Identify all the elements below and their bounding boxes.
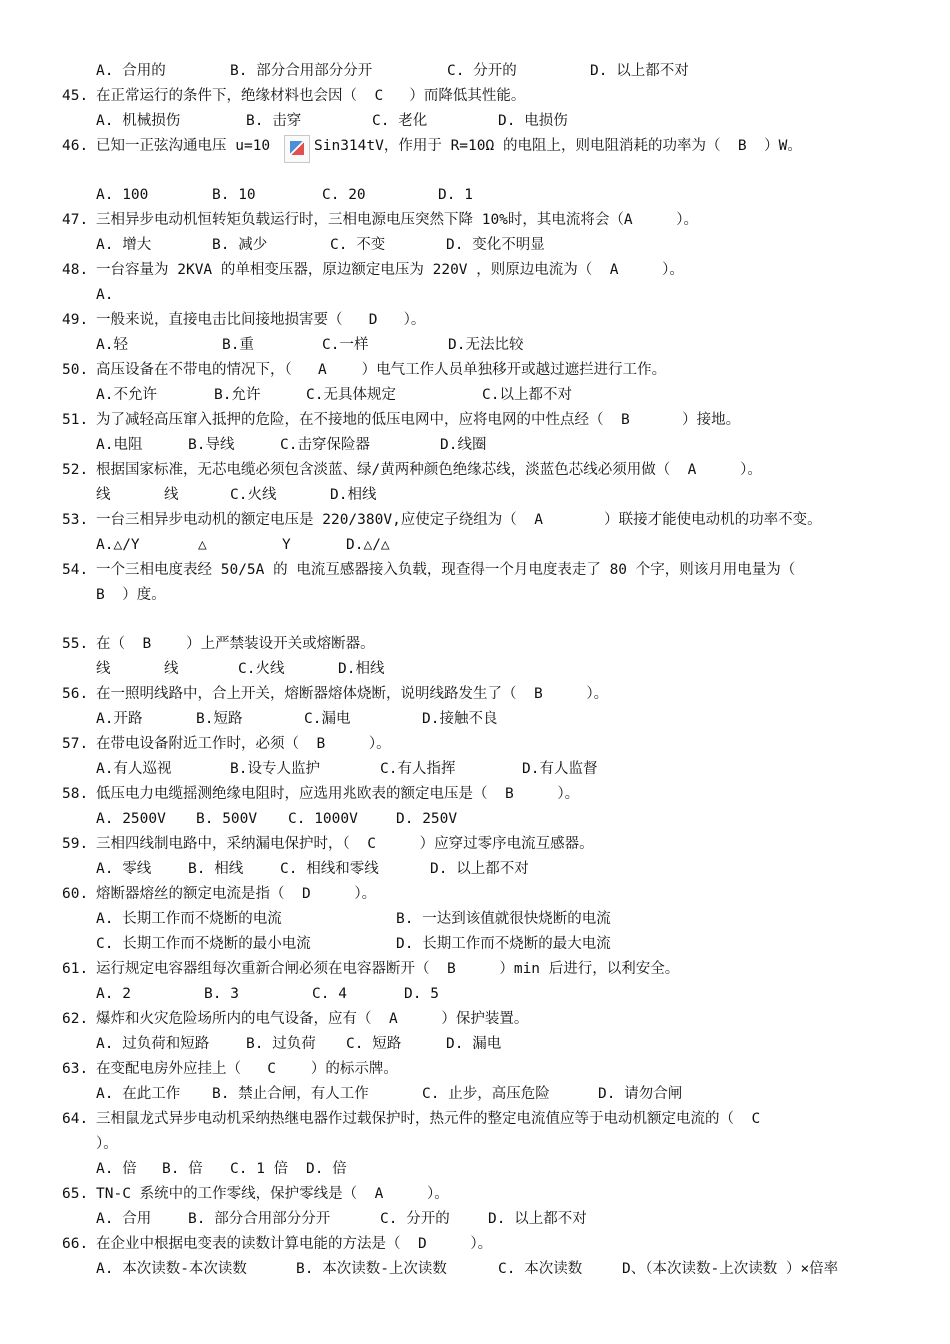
answer-option: C.火线 [230, 487, 277, 503]
question-text: 高压设备在不带电的情况下，（ A ）电气工作人员单独移开或越过遮拦进行工作。 [96, 362, 667, 378]
question-number: 63. [62, 1061, 89, 1077]
answer-option: A. [96, 287, 114, 303]
answer-option: A.△/Y [96, 537, 140, 553]
question-number: 45. [62, 88, 89, 104]
answer-option: C.有人指挥 [380, 761, 456, 777]
answer-option: 线 [164, 661, 179, 677]
answer-option: D. 250V [396, 811, 458, 827]
question-text: 根据国家标准，无芯电缆必须包含淡蓝、绿/黄两种颜色绝缘芯线，淡蓝色芯线必须用做（ A ）。 [96, 462, 762, 478]
question-text: 三相四线制电路中，采纳漏电保护时，（ C ）应穿过零序电流互感器。 [96, 836, 594, 852]
answer-option: C. 老化 [372, 113, 428, 129]
question-number: 58. [62, 786, 89, 802]
answer-option: A.轻 [96, 337, 128, 353]
question-text: 在企业中根据电变表的读数计算电能的方法是（ D ）。 [96, 1236, 493, 1252]
question-number: 60. [62, 886, 89, 902]
answer-option: D. 请勿合闸 [598, 1086, 683, 1102]
question-number: 49. [62, 312, 89, 328]
answer-option: D、（本次读数-上次读数 ）×倍率 [622, 1261, 839, 1277]
answer-option: A. 在此工作 [96, 1086, 181, 1102]
question-text: 一台三相异步电动机的额定电压是 220/380V,应使定子绕组为（ A ）联接才能使电动机的功率不变。 [96, 512, 822, 528]
answer-option: B.短路 [196, 711, 243, 727]
answer-option: C.无具体规定 [306, 387, 396, 403]
answer-option: D. 以上都不对 [430, 861, 529, 877]
answer-option: D.相线 [330, 487, 377, 503]
question-text: Sin314tV，作用于 R=10Ω 的电阻上，则电阻消耗的功率为（ B ）W。 [314, 138, 802, 154]
question-number: 53. [62, 512, 89, 528]
answer-option: C. 分开的 [447, 63, 517, 79]
answer-option: D.无法比较 [448, 337, 524, 353]
answer-option: B. 3 [204, 986, 239, 1002]
answer-option: C. 1000V [288, 811, 358, 827]
question-number: 54. [62, 562, 89, 578]
question-number: 50. [62, 362, 89, 378]
answer-option: D.线圈 [440, 437, 487, 453]
answer-option: D. 以上都不对 [590, 63, 689, 79]
answer-option: D. 变化不明显 [446, 237, 545, 253]
answer-option: C. 20 [322, 187, 366, 203]
question-text: 在带电设备附近工作时，必须（ B ）。 [96, 736, 391, 752]
answer-option: C. 本次读数 [498, 1261, 583, 1277]
answer-option: A.有人巡视 [96, 761, 172, 777]
answer-option: D. 电损伤 [498, 113, 568, 129]
question-number: 61. [62, 961, 89, 977]
answer-option: B. 部分合用部分分开 [230, 63, 373, 79]
question-text: 一般来说，直接电击比间接地损害要（ D ）。 [96, 312, 426, 328]
answer-option: A. 长期工作而不烧断的电流 [96, 911, 282, 927]
answer-option: A. 合用的 [96, 63, 166, 79]
answer-option: A.开路 [96, 711, 143, 727]
answer-option: A.电阻 [96, 437, 143, 453]
question-text: 低压电力电缆摇测绝缘电阻时，应选用兆欧表的额定电压是（ B ）。 [96, 786, 580, 802]
answer-option: C. 4 [312, 986, 347, 1002]
question-number: 66. [62, 1236, 89, 1252]
answer-option: A. 机械损伤 [96, 113, 181, 129]
answer-option: 线 [96, 661, 111, 677]
question-number: 55. [62, 636, 89, 652]
answer-option: C.一样 [322, 337, 369, 353]
answer-option: B. 禁止合闸，有人工作 [212, 1086, 369, 1102]
question-number: 62. [62, 1011, 89, 1027]
answer-option: C. 长期工作而不烧断的最小电流 [96, 936, 311, 952]
answer-option: D. 5 [404, 986, 439, 1002]
answer-option: D. 长期工作而不烧断的最大电流 [396, 936, 611, 952]
question-text-continued: ）。 [96, 1136, 118, 1152]
answer-option: C. 短路 [346, 1036, 402, 1052]
answer-option: C. 不变 [330, 237, 386, 253]
answer-option: C.火线 [238, 661, 285, 677]
question-text-continued: B ）度。 [96, 587, 166, 603]
answer-option: B.设专人监护 [230, 761, 320, 777]
answer-option: B. 倍 [162, 1161, 203, 1177]
question-number: 57. [62, 736, 89, 752]
question-text: 运行规定电容器组每次重新合闸必须在电容器断开（ B ）min 后进行，以利安全。 [96, 961, 680, 977]
answer-option: D. 1 [438, 187, 473, 203]
question-number: 65. [62, 1186, 89, 1202]
answer-option: A.不允许 [96, 387, 157, 403]
answer-option: C.漏电 [304, 711, 351, 727]
answer-option: A. 倍 [96, 1161, 137, 1177]
question-number: 59. [62, 836, 89, 852]
question-text: 在一照明线路中，合上开关，熔断器熔体烧断，说明线路发生了（ B ）。 [96, 686, 609, 702]
answer-option: D.△/△ [346, 537, 390, 553]
answer-option: A. 本次读数-本次读数 [96, 1261, 247, 1277]
answer-option: B. 相线 [188, 861, 244, 877]
question-text: 已知一正弦沟通电压 u=10 [96, 138, 271, 154]
answer-option: A. 增大 [96, 237, 152, 253]
answer-option: D. 以上都不对 [488, 1211, 587, 1227]
answer-option: B. 一达到该值就很快烧断的电流 [396, 911, 611, 927]
answer-option: A. 2 [96, 986, 131, 1002]
answer-option: △ [198, 537, 207, 553]
question-text: 一个三相电度表经 50/5A 的 电流互感器接入负载，现查得一个月电度表走了 80 个字，则该月用电量为（ [96, 562, 796, 578]
answer-option: B. 本次读数-上次读数 [296, 1261, 447, 1277]
question-text: 为了减轻高压窜入抵押的危险，在不接地的低压电网中，应将电网的中性点经（ B ）接地。 [96, 412, 741, 428]
answer-option: A. 100 [96, 187, 149, 203]
answer-option: B. 减少 [212, 237, 268, 253]
question-text: 在变配电房外应挂上（ C ）的标示牌。 [96, 1061, 398, 1077]
answer-option: B. 10 [212, 187, 256, 203]
answer-option: D. 漏电 [446, 1036, 502, 1052]
answer-option: B. 击穿 [246, 113, 302, 129]
answer-option: C.以上都不对 [482, 387, 572, 403]
answer-option: D.相线 [338, 661, 385, 677]
question-text: 一台容量为 2KVA 的单相变压器，原边额定电压为 220V ，则原边电流为（ A ）。 [96, 262, 684, 278]
answer-option: Y [282, 537, 291, 553]
answer-option: B. 500V [196, 811, 258, 827]
answer-option: A. 合用 [96, 1211, 152, 1227]
question-text: TN-C 系统中的工作零线，保护零线是（ A ）。 [96, 1186, 449, 1202]
question-number: 56. [62, 686, 89, 702]
question-number: 64. [62, 1111, 89, 1127]
question-text: 在正常运行的条件下，绝缘材料也会因（ C ）而降低其性能。 [96, 88, 526, 104]
question-number: 52. [62, 462, 89, 478]
answer-option: C. 1 倍 [230, 1161, 289, 1177]
answer-option: C. 相线和零线 [280, 861, 379, 877]
question-number: 47. [62, 212, 89, 228]
question-number: 48. [62, 262, 89, 278]
answer-option: C. 分开的 [380, 1211, 450, 1227]
broken-image-icon [284, 135, 310, 163]
answer-option: 线 [96, 487, 111, 503]
question-text: 三相鼠龙式异步电动机采纳热继电器作过载保护时，热元件的整定电流值应等于电动机额定电流的（ C [96, 1111, 761, 1127]
question-text: 熔断器熔丝的额定电流是指（ D ）。 [96, 886, 377, 902]
answer-option: A. 零线 [96, 861, 152, 877]
answer-option: C.击穿保险器 [280, 437, 370, 453]
answer-option: D. 倍 [306, 1161, 347, 1177]
question-text: 在（ B ）上严禁装设开关或熔断器。 [96, 636, 375, 652]
answer-option: B.重 [222, 337, 254, 353]
answer-option: A. 过负荷和短路 [96, 1036, 210, 1052]
answer-option: A. 2500V [96, 811, 166, 827]
question-number: 46. [62, 138, 89, 154]
question-text: 爆炸和火灾危险场所内的电气设备，应有（ A ）保护装置。 [96, 1011, 529, 1027]
answer-option: B. 部分合用部分分开 [188, 1211, 331, 1227]
answer-option: D.有人监督 [522, 761, 598, 777]
answer-option: D.接触不良 [422, 711, 498, 727]
answer-option: C. 止步，高压危险 [422, 1086, 550, 1102]
question-number: 51. [62, 412, 89, 428]
answer-option: 线 [164, 487, 179, 503]
answer-option: B. 过负荷 [246, 1036, 316, 1052]
answer-option: B.导线 [188, 437, 235, 453]
question-text: 三相异步电动机恒转矩负载运行时，三相电源电压突然下降 10%时，其电流将会（A ）。 [96, 212, 699, 228]
answer-option: B.允许 [214, 387, 261, 403]
